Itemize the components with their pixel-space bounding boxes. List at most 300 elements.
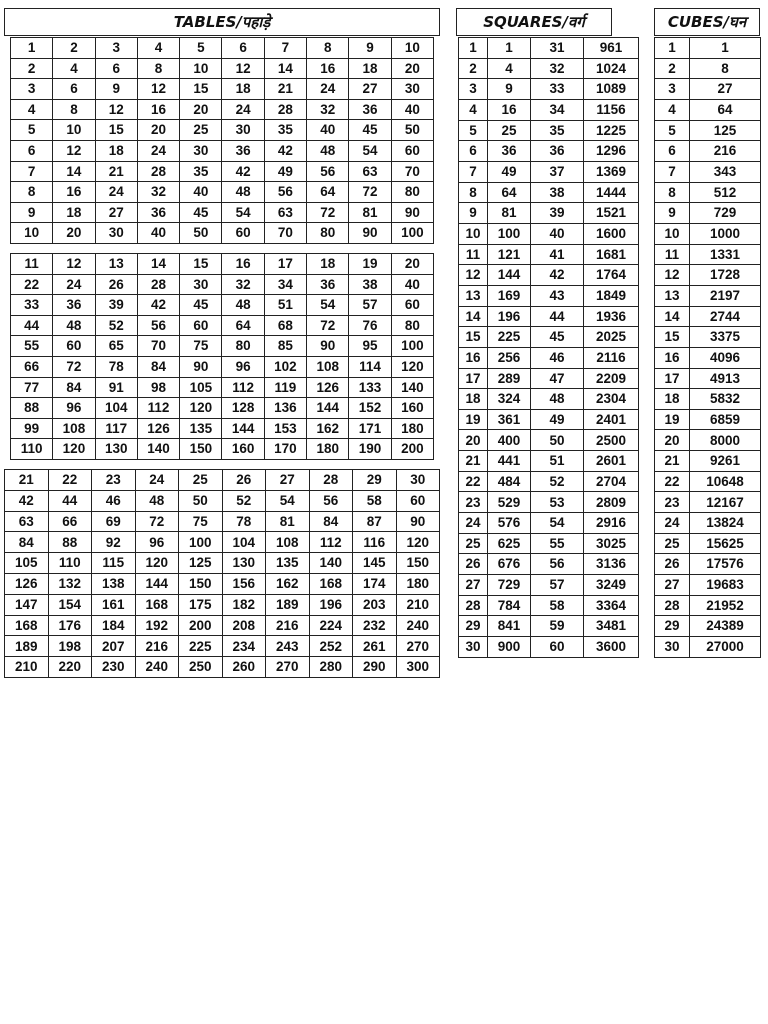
table-cell: 52: [222, 490, 266, 511]
table-cell: 162: [307, 418, 349, 439]
cubes-row: [655, 430, 761, 451]
table-cell: 3375: [690, 327, 761, 348]
table-cell: 2209: [584, 368, 639, 389]
table-cell: 11: [655, 244, 690, 265]
table-cell: 80: [307, 223, 349, 244]
table-cell: 12: [95, 99, 137, 120]
table-cell: 1331: [690, 244, 761, 265]
multiplication-row: [11, 315, 434, 336]
table-cell: 16: [53, 182, 95, 203]
table-cell: 24: [53, 274, 95, 295]
table-cell: 12167: [690, 492, 761, 513]
table-cell: 1849: [584, 285, 639, 306]
table-cell: 14: [264, 58, 306, 79]
cubes-row: [655, 575, 761, 596]
cubes-row: [655, 161, 761, 182]
table-cell: 69: [92, 511, 136, 532]
table-cell: 56: [531, 554, 584, 575]
squares-row: [459, 533, 639, 554]
table-cell: 1089: [584, 79, 639, 100]
table-cell: 52: [95, 315, 137, 336]
table-cell: 45: [531, 327, 584, 348]
table-cell: 66: [48, 511, 92, 532]
table-cell: 72: [307, 202, 349, 223]
cubes-row: [655, 79, 761, 100]
table-cell: 40: [180, 182, 222, 203]
table-cell: 841: [488, 616, 531, 637]
table-cell: 17: [459, 368, 488, 389]
table-cell: 252: [309, 636, 353, 657]
table-cell: 47: [531, 368, 584, 389]
table-cell: 261: [353, 636, 397, 657]
table-cell: 28: [655, 595, 690, 616]
squares-row: [459, 492, 639, 513]
table-cell: 99: [11, 418, 53, 439]
table-cell: 441: [488, 451, 531, 472]
table-cell: 189: [5, 636, 49, 657]
table-cell: 84: [5, 532, 49, 553]
table-cell: 66: [11, 356, 53, 377]
table-cell: 38: [531, 182, 584, 203]
table-cell: 56: [307, 161, 349, 182]
table-cell: 76: [349, 315, 391, 336]
table-cell: 55: [11, 336, 53, 357]
table-cell: 16: [488, 99, 531, 120]
table-cell: 162: [266, 573, 310, 594]
cubes-row: [655, 141, 761, 162]
table-cell: 78: [222, 511, 266, 532]
table-cell: 2809: [584, 492, 639, 513]
multiplication-row: [11, 223, 434, 244]
table-cell: 60: [222, 223, 264, 244]
table-cell: 18: [459, 389, 488, 410]
table-cell: 2: [459, 58, 488, 79]
cubes-row: [655, 58, 761, 79]
table-cell: 12: [137, 79, 179, 100]
table-cell: 8000: [690, 430, 761, 451]
table-cell: 37: [531, 161, 584, 182]
table-cell: 60: [391, 295, 433, 316]
table-cell: 23: [459, 492, 488, 513]
table-cell: 152: [349, 398, 391, 419]
table-cell: 120: [135, 553, 179, 574]
table-cell: 55: [531, 533, 584, 554]
table-cell: 33: [11, 295, 53, 316]
cubes-row: [655, 595, 761, 616]
table-cell: 25: [655, 533, 690, 554]
table-cell: 324: [488, 389, 531, 410]
table-cell: 30: [180, 140, 222, 161]
table-cell: 27: [349, 79, 391, 100]
table-cell: 132: [48, 573, 92, 594]
table-cell: 24: [459, 513, 488, 534]
table-cell: 108: [266, 532, 310, 553]
table-cell: 81: [349, 202, 391, 223]
table-cell: 15: [95, 120, 137, 141]
squares-row: [459, 161, 639, 182]
table-cell: 52: [531, 471, 584, 492]
table-cell: 10: [11, 223, 53, 244]
table-cell: 140: [309, 553, 353, 574]
table-cell: 18: [222, 79, 264, 100]
table-cell: 90: [396, 511, 440, 532]
multiplication-row: [5, 636, 440, 657]
table-cell: 19: [349, 254, 391, 275]
table-cell: 60: [180, 315, 222, 336]
table-cell: 120: [180, 398, 222, 419]
cubes-row: [655, 265, 761, 286]
table-cell: 3136: [584, 554, 639, 575]
table-cell: 70: [137, 336, 179, 357]
table-cell: 110: [11, 439, 53, 460]
table-cell: 3: [655, 79, 690, 100]
table-cell: 120: [396, 532, 440, 553]
table-cell: 13824: [690, 513, 761, 534]
table-cell: 2304: [584, 389, 639, 410]
table-cell: 3364: [584, 595, 639, 616]
table-cell: 1600: [584, 223, 639, 244]
table-cell: 220: [48, 657, 92, 678]
table-cell: 48: [222, 182, 264, 203]
table-cell: 23: [92, 470, 136, 491]
table-cell: 72: [53, 356, 95, 377]
table-cell: 7: [264, 38, 306, 59]
table-cell: 12: [655, 265, 690, 286]
table-cell: 180: [396, 573, 440, 594]
table-cell: 147: [5, 594, 49, 615]
multiplication-row: [5, 470, 440, 491]
table-cell: 35: [180, 161, 222, 182]
table-cell: 100: [179, 532, 223, 553]
squares-row: [459, 38, 639, 59]
cubes-row: [655, 554, 761, 575]
table-cell: 216: [135, 636, 179, 657]
table-cell: 1: [690, 38, 761, 59]
squares-row: [459, 575, 639, 596]
table-cell: 117: [95, 418, 137, 439]
table-cell: 20: [391, 254, 433, 275]
squares-row: [459, 430, 639, 451]
table-cell: 36: [137, 202, 179, 223]
multiplication-row: [11, 295, 434, 316]
table-cell: 24: [95, 182, 137, 203]
table-cell: 41: [531, 244, 584, 265]
table-cell: 289: [488, 368, 531, 389]
table-cell: 5: [180, 38, 222, 59]
table-cell: 232: [353, 615, 397, 636]
table-cell: 1521: [584, 203, 639, 224]
table-cell: 27: [690, 79, 761, 100]
cubes-row: [655, 389, 761, 410]
table-cell: 2: [655, 58, 690, 79]
table-cell: 196: [309, 594, 353, 615]
table-cell: 24389: [690, 616, 761, 637]
table-cell: 45: [180, 295, 222, 316]
cubes-row: [655, 513, 761, 534]
table-cell: 36: [531, 141, 584, 162]
table-cell: 49: [264, 161, 306, 182]
table-cell: 72: [307, 315, 349, 336]
table-cell: 196: [488, 306, 531, 327]
squares-row: [459, 389, 639, 410]
multiplication-row: [11, 58, 434, 79]
table-cell: 54: [222, 202, 264, 223]
table-cell: 45: [349, 120, 391, 141]
table-cell: 96: [53, 398, 95, 419]
table-cell: 216: [690, 141, 761, 162]
multiplication-row: [11, 398, 434, 419]
table-cell: 90: [180, 356, 222, 377]
table-cell: 45: [180, 202, 222, 223]
table-cell: 96: [135, 532, 179, 553]
table-cell: 3600: [584, 637, 639, 658]
squares-row: [459, 637, 639, 658]
table-cell: 150: [180, 439, 222, 460]
table-cell: 2744: [690, 306, 761, 327]
squares-row: [459, 471, 639, 492]
table-cell: 25: [180, 120, 222, 141]
table-cell: 30: [222, 120, 264, 141]
cubes-row: [655, 285, 761, 306]
multiplication-row: [11, 140, 434, 161]
table-cell: 60: [53, 336, 95, 357]
multiplication-row: [11, 254, 434, 275]
multiplication-table-1-10: [10, 37, 434, 244]
table-cell: 92: [92, 532, 136, 553]
table-cell: 105: [5, 553, 49, 574]
table-cell: 8: [307, 38, 349, 59]
table-cell: 2116: [584, 347, 639, 368]
table-cell: 108: [53, 418, 95, 439]
table-cell: 1369: [584, 161, 639, 182]
squares-row: [459, 120, 639, 141]
squares-row: [459, 554, 639, 575]
table-cell: 9: [655, 203, 690, 224]
table-cell: 38: [349, 274, 391, 295]
table-cell: 198: [48, 636, 92, 657]
table-cell: 60: [391, 140, 433, 161]
table-cell: 28: [137, 161, 179, 182]
cubes-row: [655, 327, 761, 348]
table-cell: 46: [92, 490, 136, 511]
multiplication-row: [5, 594, 440, 615]
table-cell: 125: [690, 120, 761, 141]
table-cell: 6: [222, 38, 264, 59]
table-cell: 18: [349, 58, 391, 79]
table-cell: 2500: [584, 430, 639, 451]
table-cell: 87: [353, 511, 397, 532]
table-cell: 576: [488, 513, 531, 534]
multiplication-row: [11, 274, 434, 295]
table-cell: 15: [180, 254, 222, 275]
table-cell: 22: [655, 471, 690, 492]
table-cell: 126: [137, 418, 179, 439]
table-cell: 50: [179, 490, 223, 511]
multiplication-row: [11, 182, 434, 203]
squares-row: [459, 595, 639, 616]
table-cell: 4: [53, 58, 95, 79]
squares-row: [459, 265, 639, 286]
table-cell: 115: [92, 553, 136, 574]
cubes-row: [655, 492, 761, 513]
squares-row: [459, 306, 639, 327]
table-cell: 85: [264, 336, 306, 357]
table-cell: 80: [222, 336, 264, 357]
table-cell: 161: [92, 594, 136, 615]
table-cell: 2401: [584, 409, 639, 430]
multiplication-row: [11, 336, 434, 357]
table-cell: 29: [459, 616, 488, 637]
table-cell: 12: [53, 254, 95, 275]
table-cell: 88: [11, 398, 53, 419]
table-cell: 90: [391, 202, 433, 223]
table-cell: 9: [488, 79, 531, 100]
table-cell: 35: [264, 120, 306, 141]
table-cell: 78: [95, 356, 137, 377]
table-cell: 15: [180, 79, 222, 100]
table-cell: 6859: [690, 409, 761, 430]
table-cell: 28: [137, 274, 179, 295]
table-cell: 7: [459, 161, 488, 182]
table-cell: 36: [307, 274, 349, 295]
table-cell: 34: [264, 274, 306, 295]
table-cell: 2916: [584, 513, 639, 534]
table-cell: 95: [349, 336, 391, 357]
squares-row: [459, 285, 639, 306]
table-cell: 7: [655, 161, 690, 182]
table-cell: 176: [48, 615, 92, 636]
table-cell: 16: [307, 58, 349, 79]
table-cell: 174: [353, 573, 397, 594]
table-cell: 30: [655, 637, 690, 658]
multiplication-row: [5, 573, 440, 594]
table-cell: 21: [264, 79, 306, 100]
table-cell: 184: [92, 615, 136, 636]
table-cell: 189: [266, 594, 310, 615]
table-cell: 9: [11, 202, 53, 223]
table-cell: 8: [137, 58, 179, 79]
table-cell: 49: [531, 409, 584, 430]
table-cell: 290: [353, 657, 397, 678]
table-cell: 121: [488, 244, 531, 265]
cubes-row: [655, 223, 761, 244]
table-cell: 50: [180, 223, 222, 244]
table-cell: 230: [92, 657, 136, 678]
table-cell: 6: [655, 141, 690, 162]
table-cell: 84: [53, 377, 95, 398]
table-cell: 4: [459, 99, 488, 120]
table-cell: 27: [95, 202, 137, 223]
table-cell: 63: [264, 202, 306, 223]
table-cell: 32: [137, 182, 179, 203]
table-cell: 20: [180, 99, 222, 120]
multiplication-table-21-30: [4, 469, 440, 678]
table-cell: 225: [488, 327, 531, 348]
table-cell: 68: [264, 315, 306, 336]
multiplication-row: [11, 161, 434, 182]
table-cell: 100: [391, 223, 433, 244]
table-cell: 30: [95, 223, 137, 244]
table-cell: 130: [222, 553, 266, 574]
table-cell: 84: [309, 511, 353, 532]
multiplication-row: [11, 377, 434, 398]
table-cell: 20: [137, 120, 179, 141]
table-cell: 36: [53, 295, 95, 316]
table-cell: 25: [459, 533, 488, 554]
table-cell: 1024: [584, 58, 639, 79]
table-cell: 54: [531, 513, 584, 534]
table-cell: 70: [391, 161, 433, 182]
table-cell: 1764: [584, 265, 639, 286]
table-cell: 91: [95, 377, 137, 398]
table-cell: 25: [488, 120, 531, 141]
table-cell: 140: [137, 439, 179, 460]
table-cell: 16: [655, 347, 690, 368]
table-cell: 29: [353, 470, 397, 491]
table-cell: 270: [396, 636, 440, 657]
cubes-row: [655, 368, 761, 389]
table-cell: 8: [459, 182, 488, 203]
table-cell: 10: [180, 58, 222, 79]
table-cell: 64: [690, 99, 761, 120]
table-cell: 19: [655, 409, 690, 430]
cubes-row: [655, 306, 761, 327]
table-cell: 784: [488, 595, 531, 616]
table-cell: 28: [459, 595, 488, 616]
table-cell: 42: [5, 490, 49, 511]
table-cell: 4096: [690, 347, 761, 368]
table-cell: 48: [222, 295, 264, 316]
multiplication-row: [11, 79, 434, 100]
table-cell: 42: [264, 140, 306, 161]
table-cell: 64: [222, 315, 264, 336]
squares-row: [459, 79, 639, 100]
squares-row: [459, 223, 639, 244]
table-cell: 98: [137, 377, 179, 398]
table-cell: 135: [266, 553, 310, 574]
table-cell: 70: [264, 223, 306, 244]
table-cell: 4: [137, 38, 179, 59]
table-cell: 126: [307, 377, 349, 398]
table-cell: 169: [488, 285, 531, 306]
table-cell: 40: [137, 223, 179, 244]
table-cell: 27: [459, 575, 488, 596]
table-cell: 203: [353, 594, 397, 615]
table-cell: 112: [222, 377, 264, 398]
table-cell: 120: [53, 439, 95, 460]
table-cell: 13: [95, 254, 137, 275]
table-cell: 144: [307, 398, 349, 419]
table-cell: 59: [531, 616, 584, 637]
table-cell: 8: [690, 58, 761, 79]
table-cell: 729: [488, 575, 531, 596]
table-cell: 1: [459, 38, 488, 59]
table-cell: 105: [180, 377, 222, 398]
table-cell: 50: [391, 120, 433, 141]
table-cell: 17: [264, 254, 306, 275]
table-cell: 46: [531, 347, 584, 368]
table-cell: 10: [391, 38, 433, 59]
table-cell: 10648: [690, 471, 761, 492]
table-cell: 6: [11, 140, 53, 161]
table-cell: 14: [655, 306, 690, 327]
table-cell: 33: [531, 79, 584, 100]
table-cell: 22: [459, 471, 488, 492]
table-cell: 1225: [584, 120, 639, 141]
table-cell: 3: [11, 79, 53, 100]
table-cell: 30: [180, 274, 222, 295]
table-cell: 119: [264, 377, 306, 398]
